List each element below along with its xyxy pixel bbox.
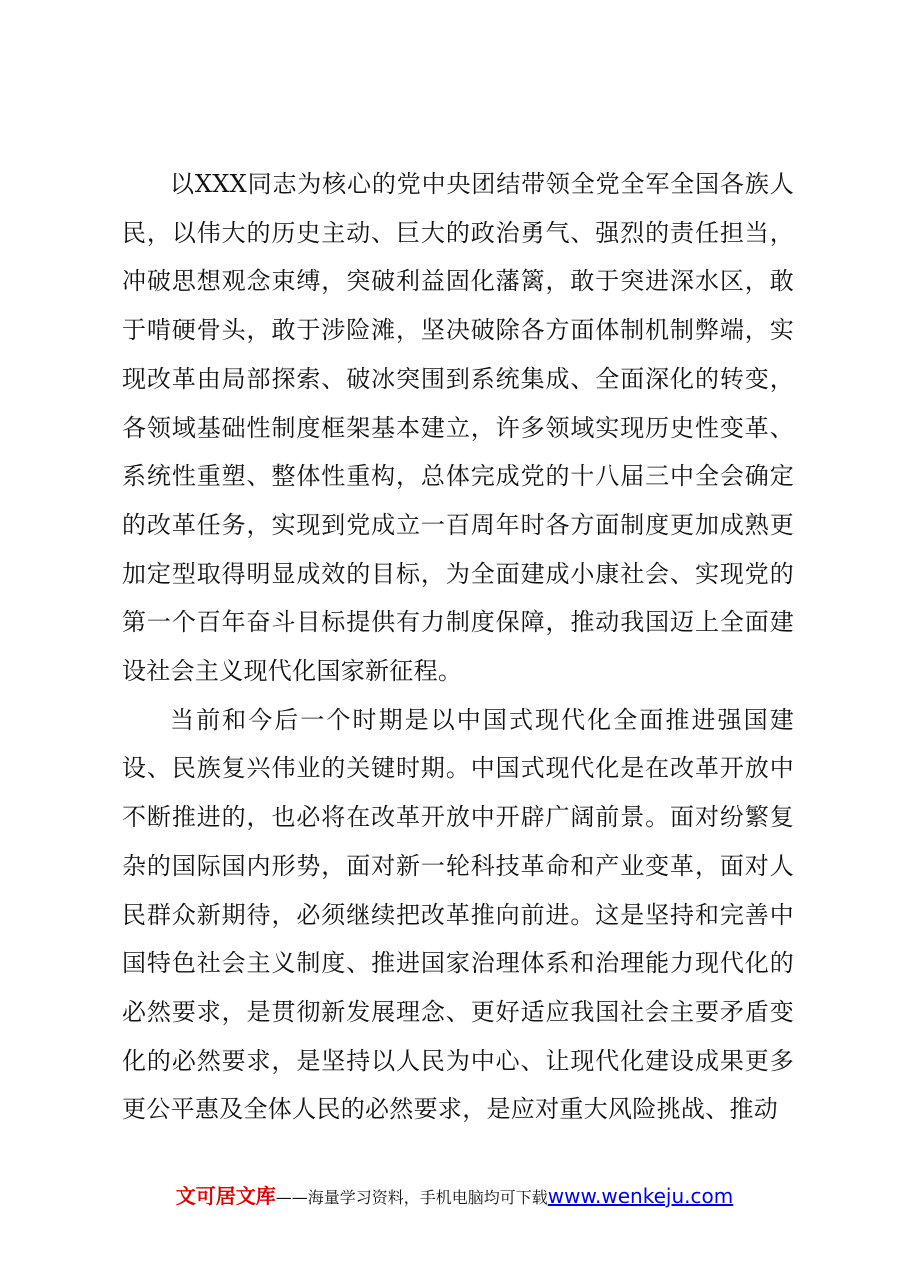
footer-tagline: ——海量学习资料，手机电脑均可下载 [275,1188,548,1207]
footer-website-link[interactable]: www.wenkeju.com [547,1184,734,1208]
page-footer [0,1180,909,1209]
document-body [122,160,794,1134]
footer-brand: 文可居文库 [175,1184,276,1208]
paragraph-1: 以XXX同志为核心的党中央团结带领全党全军全国各族人民，以伟大的历史主动、巨大的政治勇气、强烈的责任担当，冲破思想观念束缚，突破利益固化藩篱，敢于突进深水区，敢于啃硬骨头，敢于涉险滩，坚决破除各方面体制机制弊端，实现改革由局部探索、破冰突围到系统集成、全面深化的转变，各领域基础性制度框架基本建立，许多领域实现历史性变革、系统性重塑、整体性重构，总体完成党的十八届三中全会确定的改革任务，实现到党成立一百周年时各方面制度更加成熟更加定型取得明显成效的目标，为全面建成小康社会、实现党的第一个百年奋斗目标提供有力制度保障，推动我国迈上全面建设社会主义现代化国家新征程。 [122,170,794,686]
paragraph-2: 当前和今后一个时期是以中国式现代化全面推进强国建设、民族复兴伟业的关键时期。中国式现代化是在改革开放中不断推进的，也必将在改革开放中开辟广阔前景。面对纷繁复杂的国际国内形势，面对新一轮科技革命和产业变革，面对人民群众新期待，必须继续把改革推向前进。这是坚持和完善中国特色社会主义制度、推进国家治理体系和治理能力现代化的必然要求，是贯彻新发展理念、更好适应我国社会主要矛盾变化的必然要求，是坚持以人民为中心、让现代化建设成果更多更公平惠及全体人民的必然要求，是应对重大风险挑战、推动 [122,705,794,1124]
